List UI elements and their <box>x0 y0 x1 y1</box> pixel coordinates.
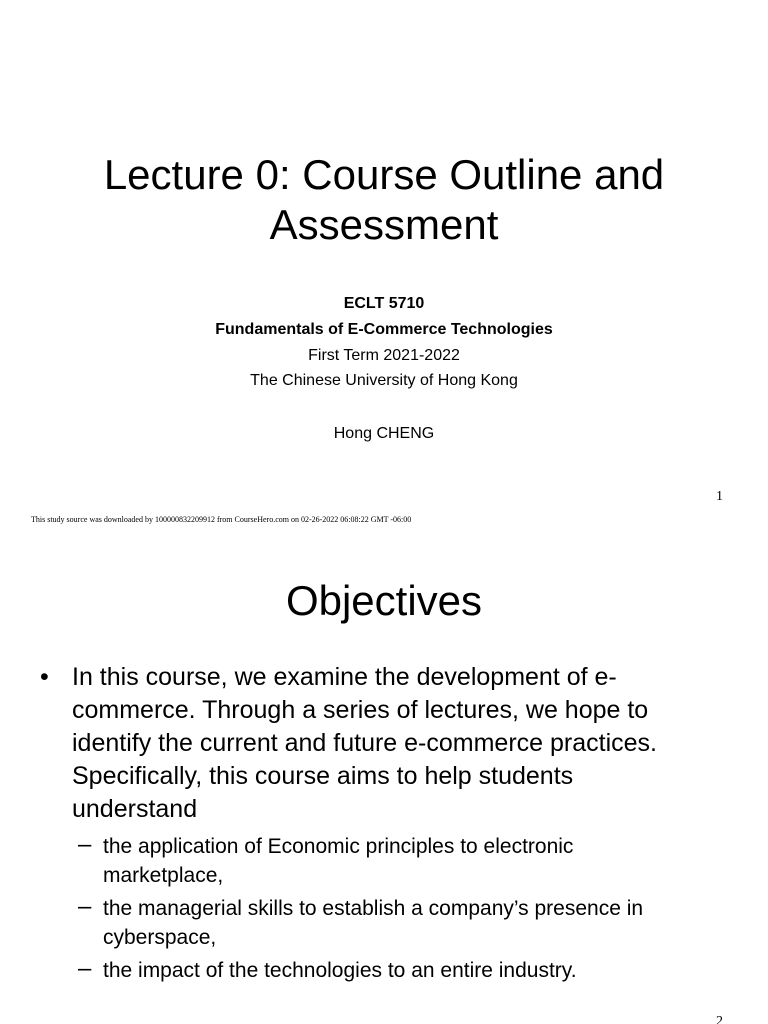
sub-bullet-text <box>103 894 728 952</box>
university-name: The Chinese University of Hong Kong <box>250 372 518 389</box>
sub-bullet-line: the impact of the technologies to an entire industry. <box>103 959 577 982</box>
sub-bullet-text <box>103 832 728 890</box>
course-term: First Term 2021-2022 <box>308 347 460 364</box>
dash-glyph: – <box>78 955 92 982</box>
slide-title-line-1: Lecture 0: Course Outline and <box>103 151 665 198</box>
dash-glyph: – <box>78 831 92 858</box>
bullet-glyph: • <box>40 663 49 691</box>
bullet-line: identify the current and future e-commerce practices. <box>72 729 657 757</box>
slide-title <box>40 150 728 250</box>
sub-bullet-line: the application of Economic principles to electronic <box>103 835 574 858</box>
sub-bullet-text <box>103 956 728 985</box>
bullet-line: In this course, we examine the development of e- <box>72 663 617 691</box>
page-number: 1 <box>716 489 723 504</box>
dash-glyph: – <box>78 893 92 920</box>
page-number: 2 <box>716 1014 723 1024</box>
download-footer-note: This study source was downloaded by 100000832209912 from CourseHero.com on 02-26-2022 06:08:22 GMT -06:00 <box>31 515 412 524</box>
instructor-name: Hong CHENG <box>333 425 435 442</box>
slide-title-line-2: Assessment <box>269 201 499 248</box>
course-name: Fundamentals of E-Commerce Technologies <box>215 321 553 338</box>
slide-2 <box>0 540 768 1024</box>
sub-bullet-line: the managerial skills to establish a company’s presence in <box>103 897 644 920</box>
bullet-line: Specifically, this course aims to help students <box>72 762 574 790</box>
sub-bullet-line: cyberspace, <box>103 926 217 949</box>
bullet-line: commerce. Through a series of lectures, we hope to <box>72 696 649 724</box>
course-code: ECLT 5710 <box>343 295 425 312</box>
slide-title: Objectives <box>285 577 483 624</box>
bullet-line: understand <box>72 795 198 823</box>
bullet-text <box>72 661 732 826</box>
sub-bullet-line: marketplace, <box>103 864 224 887</box>
